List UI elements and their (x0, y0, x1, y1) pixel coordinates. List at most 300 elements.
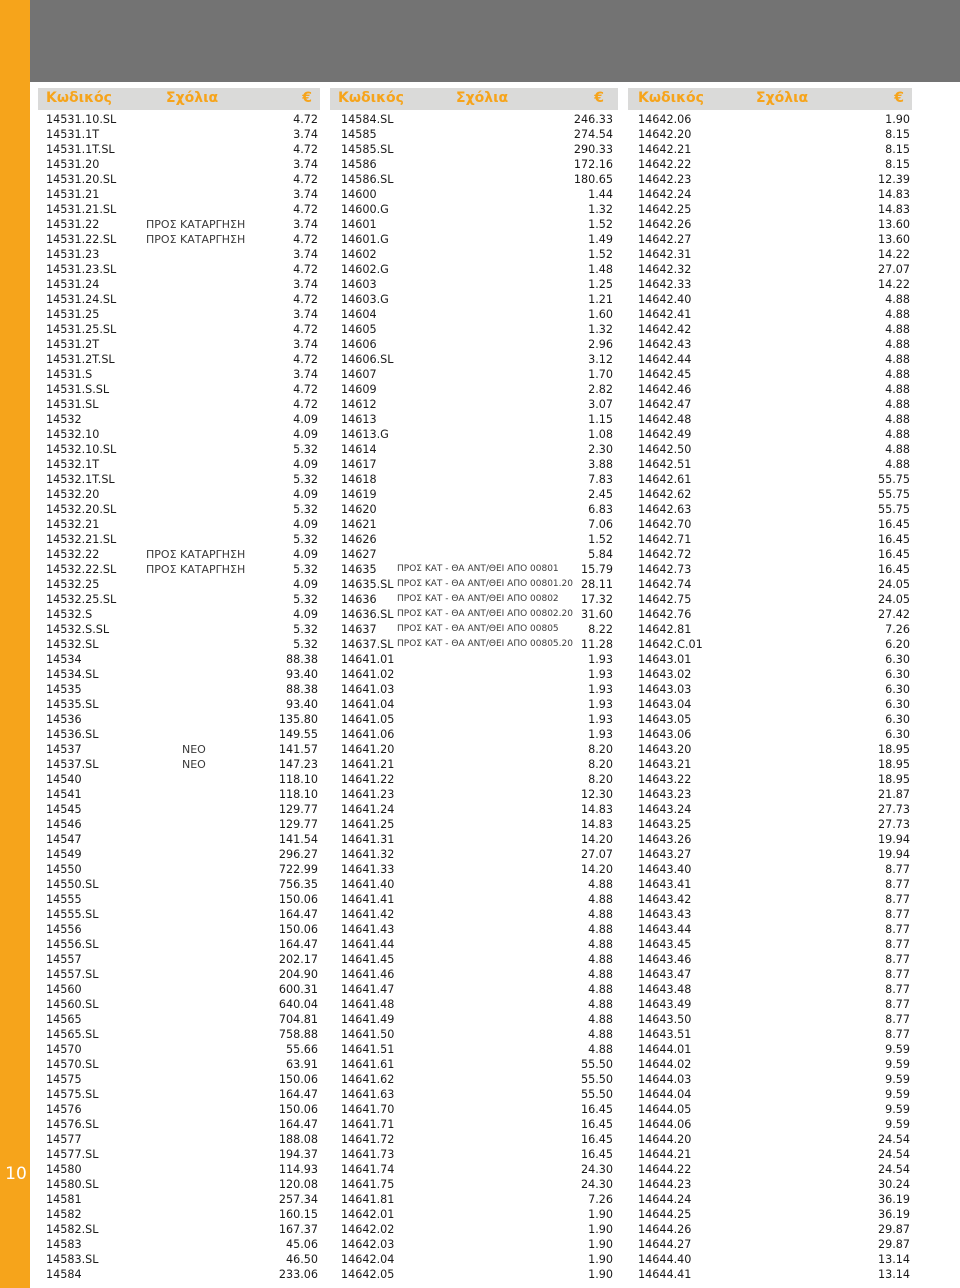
item-code: 14531.20 (46, 158, 100, 171)
item-price: 24.54 (877, 1163, 910, 1176)
table-row (341, 982, 613, 997)
table-row (638, 202, 910, 217)
item-code: 14531.21.SL (46, 203, 117, 216)
table-row (638, 352, 910, 367)
item-price: 1.48 (588, 263, 613, 276)
item-price: 4.88 (588, 1013, 613, 1026)
item-price: 14.20 (580, 863, 613, 876)
item-code: 14644.40 (638, 1253, 692, 1266)
item-price: 1.90 (588, 1223, 613, 1236)
table-row (638, 247, 910, 262)
table-row (46, 1072, 318, 1087)
table-row (46, 592, 318, 607)
item-code: 14583.SL (46, 1253, 99, 1266)
item-code: 14534.SL (46, 668, 99, 681)
table-row (46, 937, 318, 952)
table-row (46, 712, 318, 727)
item-code: 14643.26 (638, 833, 692, 846)
item-code: 14532.22.SL (46, 563, 117, 576)
item-price: 202.17 (278, 953, 318, 966)
item-price: 180.65 (573, 173, 613, 186)
item-code: 14642.32 (638, 263, 692, 276)
item-price: 16.45 (580, 1133, 613, 1146)
item-price: 13.14 (877, 1253, 910, 1266)
item-code: 14642.42 (638, 323, 692, 336)
item-code: 14606 (341, 338, 377, 351)
item-code: 14643.51 (638, 1028, 692, 1041)
item-price: 6.30 (885, 698, 910, 711)
item-code: 14642.46 (638, 383, 692, 396)
item-price: 147.23 (278, 758, 318, 771)
item-price: 1.90 (588, 1268, 613, 1281)
item-code: 14642.43 (638, 338, 692, 351)
item-code: 14643.21 (638, 758, 692, 771)
item-price: 1.25 (588, 278, 613, 291)
table-row (638, 652, 910, 667)
table-row (341, 1087, 613, 1102)
table-row (341, 397, 613, 412)
item-code: 14641.61 (341, 1058, 395, 1071)
item-price: 722.99 (278, 863, 318, 876)
item-code: 14644.24 (638, 1193, 692, 1206)
table-row (46, 1012, 318, 1027)
table-row (46, 757, 318, 772)
item-price: 4.72 (293, 203, 318, 216)
item-price: 1.90 (588, 1208, 613, 1221)
item-price: 164.47 (278, 1088, 318, 1101)
header-notes: Σχόλια (456, 90, 509, 106)
table-row (46, 457, 318, 472)
header-price: € (302, 90, 312, 106)
item-price: 164.47 (278, 1118, 318, 1131)
item-code: 14641.24 (341, 803, 395, 816)
item-code: 14550 (46, 863, 82, 876)
header-code: Κωδικός (638, 90, 704, 106)
item-price: 27.42 (877, 608, 910, 621)
table-row (46, 652, 318, 667)
item-price: 24.54 (877, 1148, 910, 1161)
table-row (46, 127, 318, 142)
item-code: 14531.22.SL (46, 233, 117, 246)
item-price: 756.35 (278, 878, 318, 891)
item-code: 14642.70 (638, 518, 692, 531)
item-code: 14642.31 (638, 248, 692, 261)
item-price: 8.77 (885, 863, 910, 876)
item-code: 14541 (46, 788, 82, 801)
item-code: 14643.20 (638, 743, 692, 756)
item-price: 8.77 (885, 983, 910, 996)
item-price: 4.88 (588, 938, 613, 951)
table-row (638, 622, 910, 637)
item-price: 14.83 (877, 203, 910, 216)
item-price: 8.77 (885, 938, 910, 951)
item-code: 14532.21.SL (46, 533, 117, 546)
item-code: 14642.26 (638, 218, 692, 231)
item-price: 246.33 (573, 113, 613, 126)
table-row (341, 1102, 613, 1117)
item-code: 14531.25 (46, 308, 100, 321)
table-row (341, 922, 613, 937)
item-price: 1.90 (588, 1253, 613, 1266)
table-row (638, 1252, 910, 1267)
item-code: 14644.26 (638, 1223, 692, 1236)
item-price: 1.93 (588, 668, 613, 681)
table-row (638, 637, 910, 652)
table-row (46, 1252, 318, 1267)
header-price: € (894, 90, 904, 106)
item-price: 29.87 (877, 1238, 910, 1251)
item-code: 14641.33 (341, 863, 395, 876)
item-code: 14641.03 (341, 683, 395, 696)
item-code: 14642.51 (638, 458, 692, 471)
item-code: 14603.G (341, 293, 389, 306)
item-note: ΠΡΟΣ ΚΑΤΑΡΓΗΣΗ (146, 218, 246, 231)
item-price: 4.72 (293, 398, 318, 411)
item-code: 14537.SL (46, 758, 99, 771)
item-code: 14642.20 (638, 128, 692, 141)
table-row (46, 952, 318, 967)
table-row (638, 742, 910, 757)
item-price: 6.83 (588, 503, 613, 516)
item-price: 274.54 (573, 128, 613, 141)
table-row (638, 1012, 910, 1027)
item-code: 14606.SL (341, 353, 394, 366)
table-row (46, 382, 318, 397)
item-note: ΝΕΟ (182, 758, 206, 771)
item-code: 14531.20.SL (46, 173, 117, 186)
item-code: 14641.51 (341, 1043, 395, 1056)
item-price: 8.77 (885, 893, 910, 906)
table-row (638, 862, 910, 877)
table-row (638, 1132, 910, 1147)
item-code: 14584.SL (341, 113, 394, 126)
table-row (341, 1177, 613, 1192)
table-row (638, 457, 910, 472)
item-code: 14583 (46, 1238, 82, 1251)
item-price: 4.09 (293, 428, 318, 441)
item-price: 4.72 (293, 113, 318, 126)
table-row (638, 1102, 910, 1117)
item-code: 14642.62 (638, 488, 692, 501)
table-row (46, 112, 318, 127)
item-code: 14642.61 (638, 473, 692, 486)
item-code: 14642.44 (638, 353, 692, 366)
item-code: 14641.06 (341, 728, 395, 741)
table-row (341, 532, 613, 547)
item-price: 4.09 (293, 578, 318, 591)
item-code: 14641.70 (341, 1103, 395, 1116)
table-row (638, 712, 910, 727)
item-price: 5.32 (293, 638, 318, 651)
table-row (638, 877, 910, 892)
table-row (638, 667, 910, 682)
item-code: 14531.S.SL (46, 383, 110, 396)
item-code: 14555 (46, 893, 82, 906)
item-code: 14643.24 (638, 803, 692, 816)
item-code: 14557 (46, 953, 82, 966)
item-code: 14600.G (341, 203, 389, 216)
item-price: 4.88 (588, 908, 613, 921)
item-code: 14556.SL (46, 938, 99, 951)
table-row (341, 1147, 613, 1162)
table-row (638, 802, 910, 817)
item-code: 14641.44 (341, 938, 395, 951)
item-price: 4.88 (885, 353, 910, 366)
table-row (46, 742, 318, 757)
item-code: 14531.21 (46, 188, 100, 201)
item-price: 9.59 (885, 1118, 910, 1131)
table-row (341, 652, 613, 667)
table-row (638, 1072, 910, 1087)
item-price: 14.22 (877, 248, 910, 261)
item-price: 1.93 (588, 698, 613, 711)
item-code: 14641.25 (341, 818, 395, 831)
item-price: 8.20 (588, 758, 613, 771)
item-price: 6.20 (885, 638, 910, 651)
table-row (341, 382, 613, 397)
item-price: 93.40 (285, 698, 318, 711)
item-price: 4.88 (588, 878, 613, 891)
item-code: 14532.S (46, 608, 93, 621)
item-price: 1.70 (588, 368, 613, 381)
item-price: 55.75 (877, 503, 910, 516)
item-price: 63.91 (285, 1058, 318, 1071)
item-code: 14643.27 (638, 848, 692, 861)
item-price: 257.34 (278, 1193, 318, 1206)
table-row (638, 337, 910, 352)
table-row (638, 922, 910, 937)
table-row (46, 352, 318, 367)
item-code: 14642.24 (638, 188, 692, 201)
item-price: 114.93 (278, 1163, 318, 1176)
item-price: 1.93 (588, 653, 613, 666)
item-price: 118.10 (278, 773, 318, 786)
table-row (638, 532, 910, 547)
item-code: 14642.23 (638, 173, 692, 186)
table-row (46, 1222, 318, 1237)
header-code: Κωδικός (46, 90, 112, 106)
table-row (638, 832, 910, 847)
table-row (46, 697, 318, 712)
item-price: 120.08 (278, 1178, 318, 1191)
table-row (341, 757, 613, 772)
table-row (638, 382, 910, 397)
item-code: 14644.04 (638, 1088, 692, 1101)
table-row (638, 577, 910, 592)
item-code: 14532.20 (46, 488, 100, 501)
item-price: 4.88 (885, 443, 910, 456)
table-row (341, 292, 613, 307)
item-price: 8.77 (885, 998, 910, 1011)
item-price: 290.33 (573, 143, 613, 156)
item-code: 14531.24 (46, 278, 100, 291)
item-code: 14643.47 (638, 968, 692, 981)
item-note: ΝΕΟ (182, 743, 206, 756)
table-row (341, 157, 613, 172)
item-code: 14642.72 (638, 548, 692, 561)
table-row (638, 412, 910, 427)
item-price: 3.07 (588, 398, 613, 411)
table-row (638, 217, 910, 232)
item-code: 14613.G (341, 428, 389, 441)
item-price: 5.84 (588, 548, 613, 561)
column-header-2 (330, 88, 618, 110)
table-row (46, 877, 318, 892)
table-row (46, 1087, 318, 1102)
table-row (341, 862, 613, 877)
table-row (341, 1192, 613, 1207)
item-code: 14531.10.SL (46, 113, 117, 126)
item-note: ΠΡΟΣ ΚΑΤΑΡΓΗΣΗ (146, 563, 246, 576)
item-code: 14621 (341, 518, 377, 531)
table-row (341, 1117, 613, 1132)
item-code: 14580.SL (46, 1178, 99, 1191)
table-row (46, 427, 318, 442)
item-code: 14614 (341, 443, 377, 456)
item-code: 14620 (341, 503, 377, 516)
table-row (46, 1132, 318, 1147)
header-notes: Σχόλια (166, 90, 219, 106)
table-row (638, 172, 910, 187)
item-code: 14531.23 (46, 248, 100, 261)
item-code: 14643.06 (638, 728, 692, 741)
table-row (341, 622, 613, 637)
price-column-3 (638, 112, 910, 1282)
item-price: 3.74 (293, 338, 318, 351)
table-row (46, 1102, 318, 1117)
table-row (341, 367, 613, 382)
item-price: 4.88 (885, 398, 910, 411)
item-code: 14643.23 (638, 788, 692, 801)
item-price: 6.30 (885, 668, 910, 681)
table-row (341, 1237, 613, 1252)
item-code: 14637 (341, 623, 377, 636)
item-code: 14642.C.01 (638, 638, 703, 651)
item-code: 14641.42 (341, 908, 395, 921)
table-row (46, 727, 318, 742)
item-code: 14613 (341, 413, 377, 426)
item-code: 14641.22 (341, 773, 395, 786)
item-code: 14643.01 (638, 653, 692, 666)
table-row (46, 922, 318, 937)
item-price: 194.37 (278, 1148, 318, 1161)
table-row (341, 637, 613, 652)
item-price: 16.45 (877, 533, 910, 546)
item-code: 14642.27 (638, 233, 692, 246)
item-price: 172.16 (573, 158, 613, 171)
table-row (46, 1147, 318, 1162)
table-row (638, 142, 910, 157)
item-price: 24.30 (580, 1163, 613, 1176)
item-price: 1.90 (588, 1238, 613, 1251)
header-notes: Σχόλια (756, 90, 809, 106)
item-code: 14644.22 (638, 1163, 692, 1176)
item-price: 5.32 (293, 593, 318, 606)
page-number: 10 (5, 1164, 27, 1184)
table-row (341, 1252, 613, 1267)
item-code: 14576 (46, 1103, 82, 1116)
item-price: 14.83 (580, 803, 613, 816)
table-row (46, 817, 318, 832)
item-code: 14636.SL (341, 608, 394, 621)
table-row (341, 1027, 613, 1042)
table-row (638, 967, 910, 982)
item-code: 14555.SL (46, 908, 99, 921)
item-code: 14635.SL (341, 578, 394, 591)
item-price: 4.72 (293, 383, 318, 396)
item-code: 14642.22 (638, 158, 692, 171)
item-code: 14580 (46, 1163, 82, 1176)
item-code: 14643.03 (638, 683, 692, 696)
table-row (638, 397, 910, 412)
item-code: 14532.25 (46, 578, 100, 591)
item-price: 9.59 (885, 1043, 910, 1056)
item-price: 16.45 (580, 1148, 613, 1161)
item-price: 14.22 (877, 278, 910, 291)
item-price: 1.52 (588, 218, 613, 231)
item-code: 14642.01 (341, 1208, 395, 1221)
item-price: 4.88 (885, 428, 910, 441)
item-code: 14642.48 (638, 413, 692, 426)
item-price: 4.88 (588, 893, 613, 906)
item-price: 1.32 (588, 203, 613, 216)
item-price: 8.77 (885, 953, 910, 966)
item-code: 14547 (46, 833, 82, 846)
table-row (46, 1192, 318, 1207)
table-row (46, 997, 318, 1012)
table-row (46, 637, 318, 652)
item-code: 14642.47 (638, 398, 692, 411)
table-row (638, 907, 910, 922)
item-price: 233.06 (278, 1268, 318, 1281)
table-row (46, 292, 318, 307)
item-price: 16.45 (877, 518, 910, 531)
item-price: 15.79 (580, 563, 613, 576)
item-price: 4.88 (588, 1028, 613, 1041)
item-price: 5.32 (293, 473, 318, 486)
item-price: 3.88 (588, 458, 613, 471)
table-row (638, 1162, 910, 1177)
table-row (46, 832, 318, 847)
table-row (638, 322, 910, 337)
item-code: 14531.S (46, 368, 93, 381)
item-price: 4.72 (293, 173, 318, 186)
item-price: 24.05 (877, 593, 910, 606)
item-code: 14641.48 (341, 998, 395, 1011)
item-code: 14643.25 (638, 818, 692, 831)
table-row (341, 307, 613, 322)
table-row (638, 1117, 910, 1132)
item-code: 14643.49 (638, 998, 692, 1011)
price-column-2 (341, 112, 613, 1282)
item-price: 7.06 (588, 518, 613, 531)
table-row (638, 1027, 910, 1042)
item-code: 14637.SL (341, 638, 394, 651)
table-row (638, 772, 910, 787)
item-price: 4.72 (293, 293, 318, 306)
table-row (638, 1147, 910, 1162)
table-row (341, 142, 613, 157)
table-row (638, 112, 910, 127)
item-code: 14641.05 (341, 713, 395, 726)
item-price: 150.06 (278, 923, 318, 936)
table-row (638, 757, 910, 772)
item-price: 160.15 (278, 1208, 318, 1221)
item-code: 14532.10 (46, 428, 100, 441)
item-price: 4.88 (588, 953, 613, 966)
table-row (341, 472, 613, 487)
item-price: 8.77 (885, 1028, 910, 1041)
